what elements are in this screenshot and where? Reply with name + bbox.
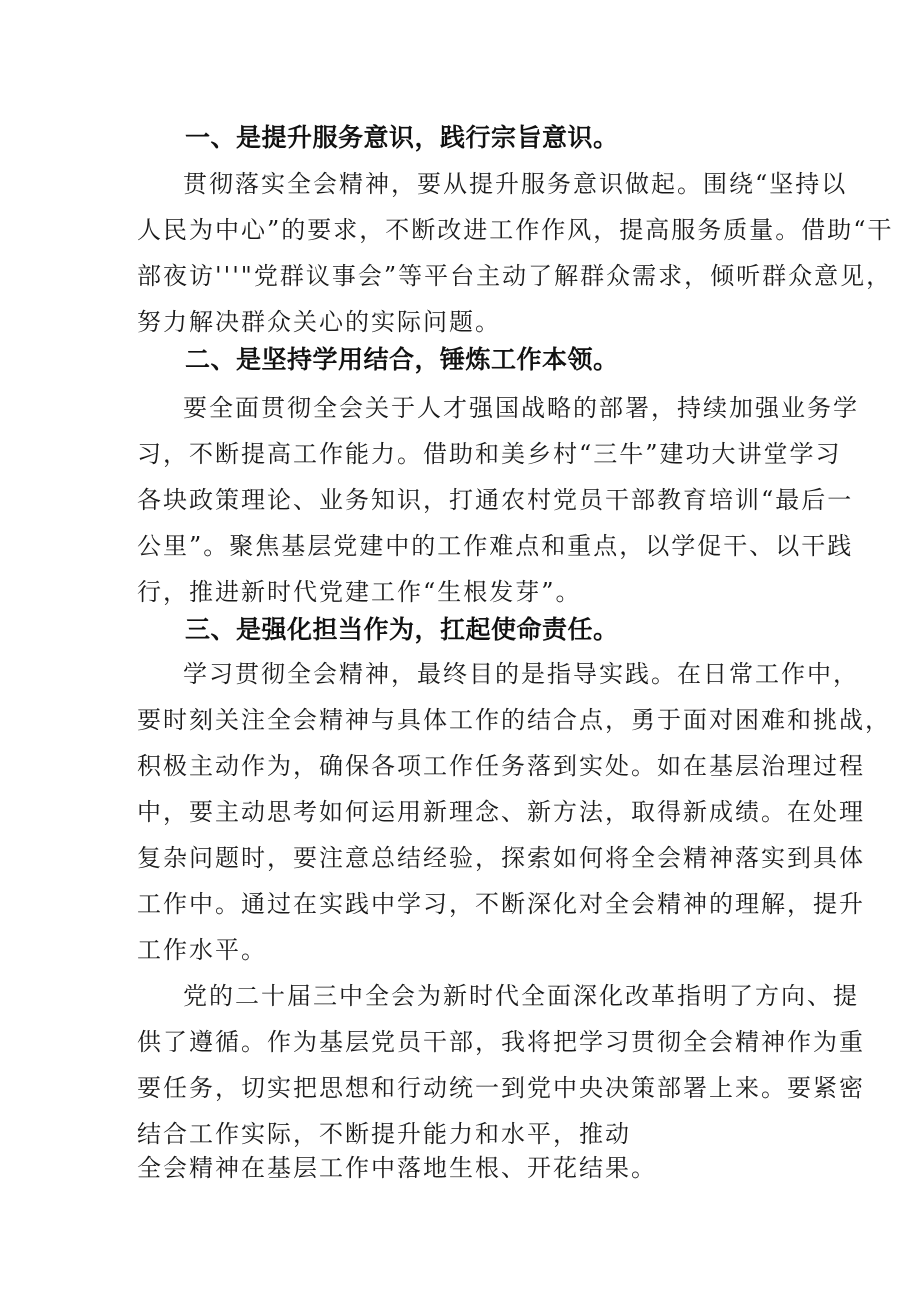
section-2-heading: 二、是坚持学用结合，锤炼工作本领。 xyxy=(185,345,619,374)
conclusion-line-4: 结合工作实际，不断提升能力和水平，推动 xyxy=(137,1120,631,1148)
section-3-line-1: 学习贯彻全会精神，最终目的是指导实践。在日常工作中， xyxy=(183,660,859,688)
section-2-line-3: 各块政策理论、业务知识，打通农村党员干部教育培训“最后一 xyxy=(137,486,854,514)
section-1-line-4: 努力解决群众关心的实际问题。 xyxy=(137,308,501,336)
section-2-line-5: 行，推进新时代党建工作“生根发芽”。 xyxy=(137,578,582,606)
section-3-line-5: 复杂问题时，要注意总结经验，探索如何将全会精神落实到具体 xyxy=(137,844,865,872)
section-2-line-4: 公里”。聚焦基层党建中的工作难点和重点，以学促干、以干践 xyxy=(137,532,854,560)
section-2-line-2: 习，不断提高工作能力。借助和美乡村“三牛”建功大讲堂学习 xyxy=(137,440,842,468)
section-3-heading: 三、是强化担当作为，扛起使命责任。 xyxy=(185,615,619,644)
conclusion-line-1: 党的二十届三中全会为新时代全面深化改革指明了方向、提 xyxy=(183,982,859,1010)
conclusion-line-2: 供了遵循。作为基层党员干部，我将把学习贯彻全会精神作为重 xyxy=(137,1028,865,1056)
section-1-line-2: 人民为中心”的要求，不断改进工作作风，提高服务质量。借助“干 xyxy=(137,216,894,244)
section-1-line-3: 部夜访'''"党群议事会”等平台主动了解群众需求，倾听群众意见， xyxy=(137,262,893,290)
section-3-line-2: 要时刻关注全会精神与具体工作的结合点，勇于面对困难和挑战， xyxy=(137,706,891,734)
conclusion-line-5: 全会精神在基层工作中落地生根、开花结果。 xyxy=(137,1154,657,1182)
section-3-line-6: 工作中。通过在实践中学习，不断深化对全会精神的理解，提升 xyxy=(137,890,865,918)
section-3-line-4: 中，要主动思考如何运用新理念、新方法，取得新成绩。在处理 xyxy=(137,798,865,826)
section-3-line-7: 工作水平。 xyxy=(137,936,267,964)
section-1-heading: 一、是提升服务意识，践行宗旨意识。 xyxy=(185,123,619,152)
section-1-line-1: 贯彻落实全会精神，要从提升服务意识做起。围绕“坚持以 xyxy=(183,170,848,198)
conclusion-line-3: 要任务，切实把思想和行动统一到党中央决策部署上来。要紧密 xyxy=(137,1074,865,1102)
section-3-line-3: 积极主动作为，确保各项工作任务落到实处。如在基层治理过程 xyxy=(137,752,865,780)
section-2-line-1: 要全面贯彻全会关于人才强国战略的部署，持续加强业务学 xyxy=(183,394,859,422)
